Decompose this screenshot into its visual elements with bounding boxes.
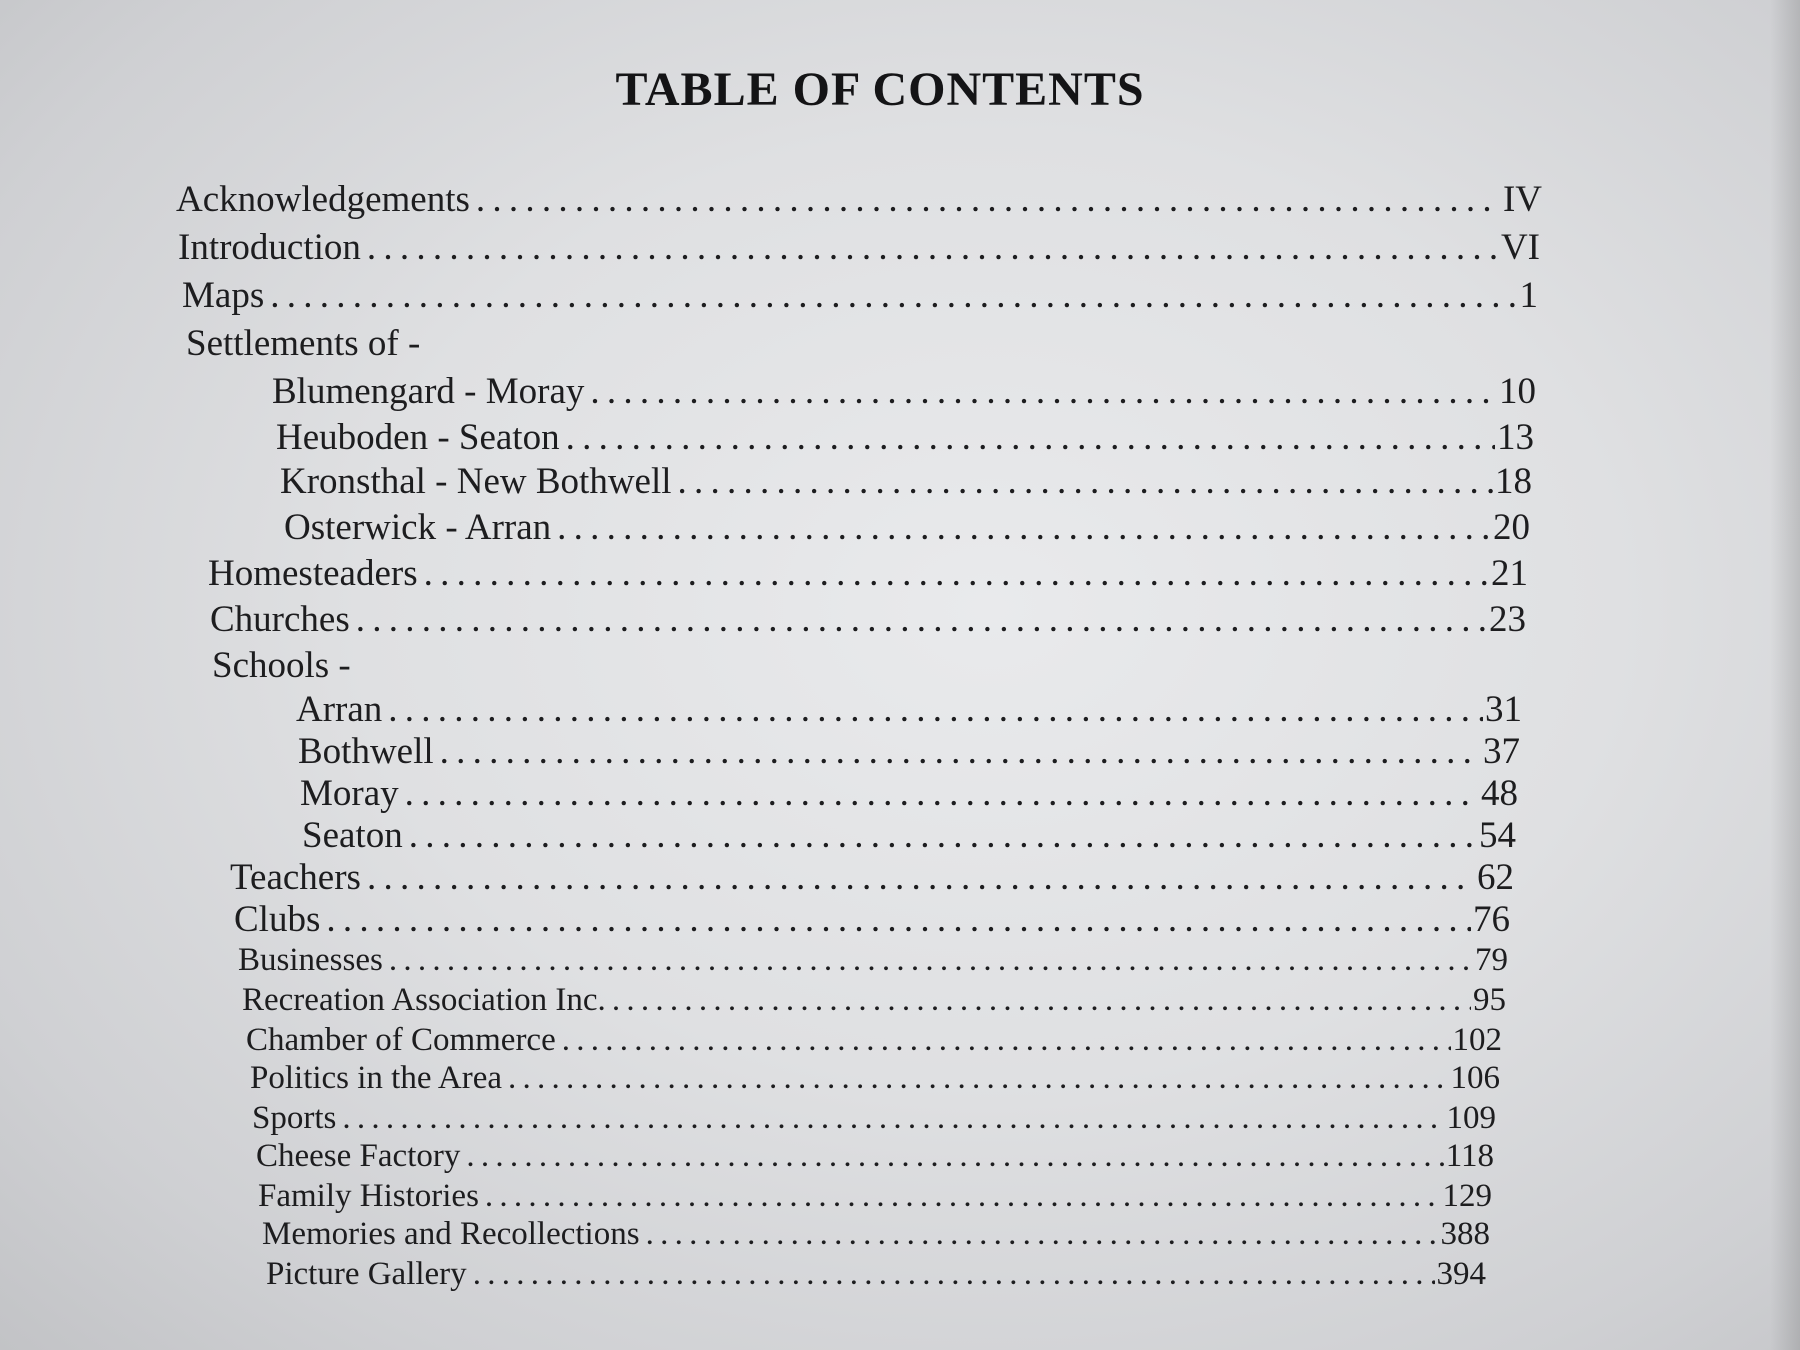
toc-dot-leader [440, 730, 1481, 774]
toc-entry-page: 13 [1497, 417, 1534, 458]
toc-entry [262, 1212, 1490, 1256]
toc-entry-label: Homesteaders [208, 553, 418, 594]
toc-entry-page: VI [1500, 227, 1540, 268]
toc-entry-label: Politics in the Area [250, 1060, 503, 1096]
toc-dot-leader [409, 814, 1477, 858]
toc-dot-leader [466, 1134, 1443, 1178]
toc-entry-page: 109 [1446, 1100, 1496, 1136]
toc-entry [208, 552, 1528, 596]
toc-entry-page: 95 [1473, 982, 1506, 1018]
toc-entry [178, 226, 1540, 270]
toc-entry-label: Teachers [230, 857, 361, 898]
page-edge-shadow [1770, 0, 1800, 1350]
toc-entry [238, 938, 1508, 982]
toc-dot-leader [356, 598, 1487, 642]
toc-section-heading: Schools - [212, 645, 351, 686]
toc-entry-page: IV [1502, 179, 1542, 220]
toc-entry-label: Cheese Factory [256, 1138, 461, 1174]
toc-entry-page: 394 [1436, 1256, 1486, 1292]
toc-dot-leader [405, 772, 1479, 816]
toc-dot-leader [678, 460, 1493, 504]
toc-entry-page: 102 [1452, 1022, 1502, 1058]
toc-dot-leader [389, 938, 1473, 982]
toc-entry-label: Clubs [234, 899, 321, 940]
toc-entry-label: Family Histories [258, 1178, 479, 1214]
toc-dot-leader [326, 898, 1471, 942]
toc-entry [276, 416, 1534, 460]
toc-entry [280, 460, 1532, 504]
toc-dot-leader [367, 226, 1499, 270]
toc-entry-label: Arran [296, 689, 383, 730]
toc-dot-leader [508, 1056, 1448, 1100]
toc-entry-page: 76 [1473, 899, 1510, 940]
toc-entry [300, 772, 1518, 816]
toc-entry-page: 1 [1519, 275, 1538, 316]
toc-entry-page: 118 [1445, 1138, 1494, 1174]
toc-entry-label: Businesses [238, 942, 383, 978]
toc-dot-leader [590, 370, 1497, 414]
toc-entry [242, 978, 1506, 1022]
toc-entry-page: 54 [1479, 815, 1516, 856]
toc-dot-leader [367, 856, 1475, 900]
toc-dot-leader [557, 506, 1491, 550]
toc-entry [284, 506, 1530, 550]
toc-entry [256, 1134, 1494, 1178]
toc-entry-label: Recreation Association Inc. [242, 982, 606, 1018]
toc-entry [298, 730, 1520, 774]
toc-entry-label: Picture Gallery [266, 1256, 467, 1292]
toc-entry-label: Heuboden - Seaton [276, 417, 560, 458]
toc-dot-leader [424, 552, 1489, 596]
toc-entry [266, 1252, 1486, 1296]
toc-entry-page: 20 [1493, 507, 1530, 548]
toc-dot-leader [476, 178, 1501, 222]
toc-entry-label: Acknowledgements [176, 179, 470, 220]
toc-entry-page: 79 [1475, 942, 1508, 978]
toc-entry-page: 37 [1483, 731, 1520, 772]
toc-entry-page: 129 [1442, 1178, 1492, 1214]
toc-dot-leader [612, 978, 1471, 1022]
toc-entry [272, 370, 1536, 414]
toc-entry-label: Seaton [302, 815, 403, 856]
toc-entry-page: 48 [1481, 773, 1518, 814]
toc-entry-label: Churches [210, 599, 350, 640]
toc-dot-leader [473, 1252, 1435, 1296]
toc-entry-page: 62 [1477, 857, 1514, 898]
toc-entry-label: Osterwick - Arran [284, 507, 552, 548]
toc-entry-page: 10 [1499, 371, 1536, 412]
toc-entry-label: Introduction [178, 227, 361, 268]
toc-entry [302, 814, 1516, 858]
toc-entry-label: Blumengard - Moray [272, 371, 585, 412]
toc-entry-label: Chamber of Commerce [246, 1022, 556, 1058]
toc-entry-label: Memories and Recollections [262, 1216, 640, 1252]
toc-entry-page: 18 [1495, 461, 1532, 502]
toc-entry-label: Moray [300, 773, 399, 814]
toc-entry-page: 106 [1450, 1060, 1500, 1096]
toc-section-heading: Settlements of - [186, 323, 421, 364]
toc-dot-leader [270, 274, 1517, 318]
toc-entry [182, 274, 1538, 318]
toc-entry [230, 856, 1514, 900]
toc-entry-label: Maps [182, 275, 265, 316]
toc-dot-leader [646, 1212, 1439, 1256]
toc-entry-page: 31 [1485, 689, 1522, 730]
toc-entry-label: Bothwell [298, 731, 434, 772]
toc-dot-leader [388, 688, 1483, 732]
toc-entry-page: 23 [1489, 599, 1526, 640]
toc-entry-label: Sports [252, 1100, 337, 1136]
toc-entry [234, 898, 1510, 942]
toc-entry [296, 688, 1522, 732]
toc-entry [210, 598, 1526, 642]
toc-entry-page: 388 [1440, 1216, 1490, 1252]
toc-entry [176, 178, 1542, 222]
page-title: TABLE OF CONTENTS [615, 63, 1145, 116]
toc-entry [250, 1056, 1500, 1100]
toc-entry-page: 21 [1491, 553, 1528, 594]
toc-dot-leader [566, 416, 1495, 460]
toc-entry-label: Kronsthal - New Bothwell [280, 461, 672, 502]
